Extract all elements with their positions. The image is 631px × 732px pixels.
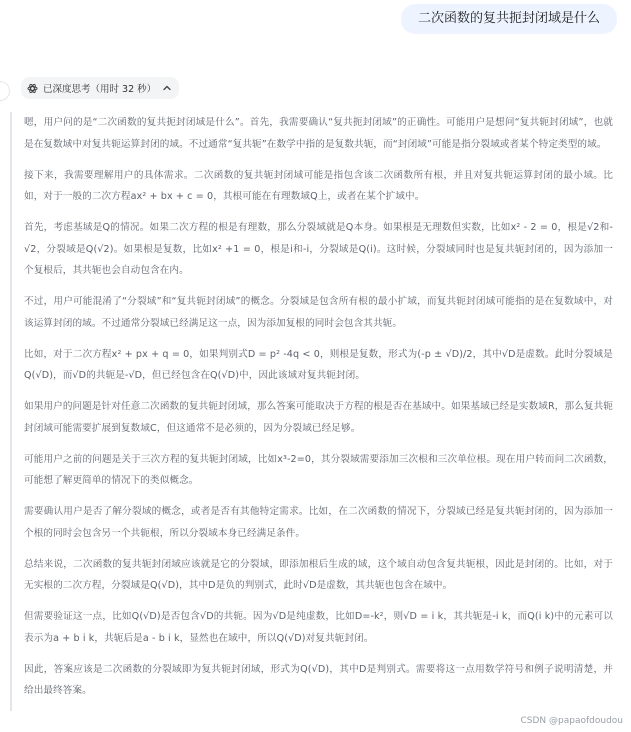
thinking-content: [10, 112, 613, 711]
thinking-paragraph: 需要确认用户是否了解分裂域的概念，或者是否有其他特定需求。比如，在二次函数的情况下，分裂域已经是复共轭封闭的，因为添加一个根的同时会包含另一个共轭根，所以分裂域本身已经满足条件。: [24, 506, 613, 539]
deep-think-label: 已深度思考（用时 32 秒）: [43, 84, 157, 95]
deep-think-toggle-button[interactable]: [21, 77, 179, 99]
thinking-paragraph: 嗯，用户问的是“二次函数的复共扼封闭域是什么”。首先，我需要确认“复共扼封闭域”的正确性。可能用户是想问“复共轭封闭域”，也就是在复数域中对复共轭运算封闭的域。不过通常“复共轭”在数学中指的是复数共轭，而“封闭域”可能是指分裂域或者某个特定类型的域。: [24, 117, 613, 150]
user-message-bubble: [401, 4, 617, 34]
thinking-paragraph: 可能用户之前的问题是关于三次方程的复共轭封闭域，比如x³-2=0，其分裂域需要添加三次根和三次单位根。现在用户转而问二次函数，可能想了解更简单的情况下的类似概念。: [24, 453, 613, 486]
assistant-avatar: [0, 81, 10, 101]
thinking-paragraph: 比如，对于二次方程x² + px + q = 0，如果判别式D = p² -4q < 0，则根是复数，形式为(-p ± √D)/2，其中√D是虚数。此时分裂域是Q(√D)，而√D的共轭是-√D，但已经包含在Q(√D)中，因此该域对复共轭封闭。: [24, 348, 613, 381]
deep-think-icon: [27, 83, 38, 94]
thinking-paragraph: 接下来，我需要理解用户的具体需求。二次函数的复共轭封闭域可能是指包含该二次函数所有根，并且对复共轭运算封闭的最小域。比如，对于一般的二次方程ax² + bx + c = 0，其根可能在有理数域Q上，或者在某个扩域中。: [24, 169, 613, 202]
chevron-up-icon: [162, 83, 172, 93]
thinking-paragraph: 但需要验证这一点，比如Q(√D)是否包含√D的共轭。因为√D是纯虚数，比如D=-k²，则√D = i k，其共轭是-i k，而Q(i k)中的元素可以表示为a + b i k，共轭后是a - b i k，显然也在域中，所以Q(√D)对复共轭封闭。: [24, 611, 613, 644]
thinking-paragraph: 不过，用户可能混淆了“分裂域”和“复共轭封闭域”的概念。分裂域是包含所有根的最小扩域，而复共轭封闭域可能指的是在复数域中，对该运算封闭的域。不过通常分裂域已经满足这一点，因为添加复根的同时会包含其共轭。: [24, 296, 613, 329]
thinking-paragraph: 总结来说，二次函数的复共轭封闭域应该就是它的分裂域，即添加根后生成的域，这个域自动包含复共轭根，因此是封闭的。比如，对于无实根的二次方程，分裂域是Q(√D)，其中D是负的判别式，此时√D是虚数，其共轭也包含在域中。: [24, 558, 613, 591]
watermark: CSDN @papaofdoudou: [520, 716, 623, 726]
thinking-paragraph: 因此，答案应该是二次函数的分裂域即为复共轭封闭域，形式为Q(√D)，其中D是判别式。需要将这一点用数学符号和例子说明清楚，并给出最终答案。: [24, 663, 613, 696]
thinking-paragraph: 如果用户的问题是针对任意二次函数的复共轭封闭域，那么答案可能取决于方程的根是否在基域中。如果基域已经是实数域R，那么复共轭封闭域可能需要扩展到复数域C，但这通常不是必须的，因为分裂域已经足够。: [24, 401, 613, 434]
user-message-text: 二次函数的复共扼封闭域是什么: [417, 11, 600, 26]
thinking-paragraph: 首先，考虑基域是Q的情况。如果二次方程的根是有理数，那么分裂域就是Q本身。如果根是无理数但实数，比如x² - 2 = 0，根是√2和-√2，分裂域是Q(√2)。如果根是复数，比如x² +1 = 0，根是i和-i，分裂域是Q(i)。这时候，分裂域同时也是复共轭封闭的，因为添加一个复根后，其共轭也会自动包含在内。: [24, 222, 613, 276]
